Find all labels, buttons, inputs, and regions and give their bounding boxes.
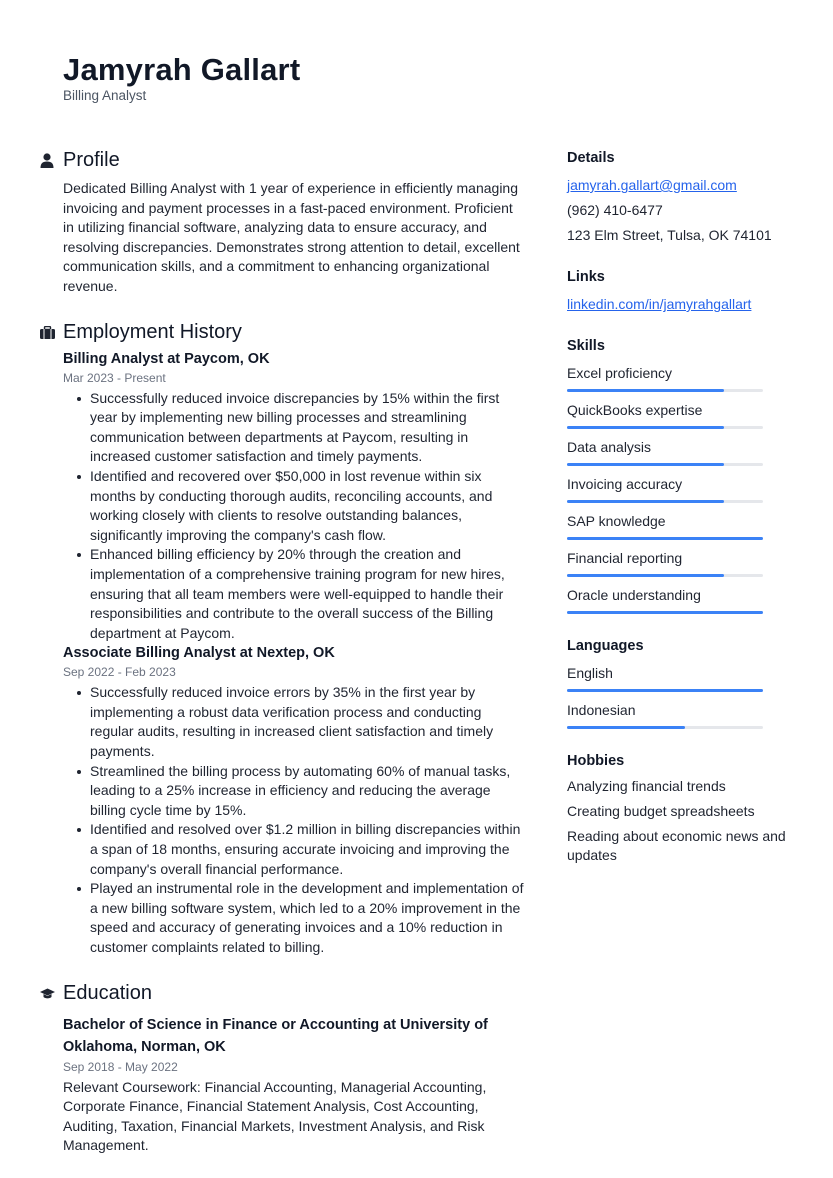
graduation-cap-icon	[40, 988, 63, 999]
education-entry	[40, 1014, 525, 1156]
level-bar-fill	[567, 726, 685, 729]
education-coursework: Relevant Coursework: Financial Accounting, Managerial Accounting, Corporate Finance, Financial Statement Analysis, Cost Accounting, Auditing, Taxation, Financial Markets, Investment Analysis, and Risk Management.	[63, 1078, 487, 1154]
education-section	[40, 980, 525, 1156]
skills-item	[567, 364, 797, 392]
phone-number: (962) 410-6477	[567, 202, 663, 218]
level-bar	[567, 426, 763, 429]
hobby-item: Analyzing financial trends	[567, 778, 726, 794]
level-bar	[567, 689, 763, 692]
item-label: SAP knowledge	[567, 513, 666, 529]
skills-list	[567, 364, 797, 614]
links-section	[567, 267, 797, 314]
hobbies-list	[567, 777, 797, 865]
item-label: English	[567, 665, 613, 681]
education-date: Sep 2018 - May 2022	[63, 1059, 178, 1074]
address: 123 Elm Street, Tulsa, OK 74101	[567, 227, 772, 243]
hobbies-heading: Hobbies	[567, 753, 625, 769]
hobby-item: Reading about economic news and updates	[567, 828, 786, 863]
languages-heading: Languages	[567, 638, 644, 654]
level-bar	[567, 611, 763, 614]
level-bar	[567, 537, 763, 540]
item-label: Excel proficiency	[567, 365, 673, 381]
education-title: Education	[63, 982, 152, 1005]
level-bar-fill	[567, 426, 724, 429]
employment-title: Employment History	[63, 321, 242, 344]
skills-heading: Skills	[567, 338, 605, 354]
job-bullet: Successfully reduced invoice errors by 35% in the first year by implementing a robust data verification process and conducting regular audits, resulting in increased client satisfaction and timely payments.	[90, 683, 525, 761]
skills-item	[567, 586, 797, 614]
level-bar-fill	[567, 389, 724, 392]
job-bullet: Enhanced billing efficiency by 20% through the creation and implementation of a comprehensive training program for new hires, ensuring that all team members were well-equipped to handle their responsibilities and contribute to the overall success of the Billing department at Paycom.	[90, 545, 525, 643]
job-entry	[40, 349, 525, 644]
skills-item	[567, 401, 797, 429]
languages-list	[567, 664, 797, 729]
languages-item	[567, 701, 797, 729]
skills-item	[567, 475, 797, 503]
level-bar	[567, 463, 763, 466]
email-link[interactable]: jamyrah.gallart@gmail.com	[567, 177, 737, 193]
level-bar-fill	[567, 611, 763, 614]
job-bullet: Identified and resolved over $1.2 million in billing discrepancies within a span of 18 months, ensuring accurate invoicing and improving the company's overall financial performance.	[90, 820, 525, 879]
profile-text: Dedicated Billing Analyst with 1 year of experience in efficiently managing invoicing and payment processes in a fast-paced environment. Proficient in utilizing financial software, analyzing data to ensure accuracy, and resolving discrepancies. Demonstrates strong attention to detail, excellent communication skills, and a commitment to enhancing organizational revenue.	[63, 180, 520, 294]
job-bullet: Played an instrumental role in the development and implementation of a new billing software system, which led to a 20% improvement in the speed and accuracy of generating invoices and a 10% reduction in customer complaints related to billing.	[90, 879, 525, 957]
skills-item	[567, 512, 797, 540]
jobs-list	[40, 349, 525, 958]
briefcase-icon	[40, 326, 63, 339]
job-date: Mar 2023 - Present	[63, 370, 166, 385]
level-bar	[567, 726, 763, 729]
education-degree: Bachelor of Science in Finance or Accounting at University of Oklahoma, Norman, OK	[63, 1016, 488, 1055]
languages-section	[567, 636, 797, 729]
item-label: Indonesian	[567, 702, 636, 718]
hobby-item: Creating budget spreadsheets	[567, 803, 755, 819]
job-bullet: Successfully reduced invoice discrepancies by 15% within the first year by implementing new billing processes and streamlining communication between departments at Paycom, resulting in increased customer satisfaction and timely payments.	[90, 389, 525, 467]
profile-title: Profile	[63, 148, 120, 171]
candidate-name: Jamyrah Gallart	[63, 52, 301, 87]
skills-section	[567, 336, 797, 614]
sidebar	[567, 148, 797, 865]
profile-section	[40, 146, 525, 297]
level-bar-fill	[567, 463, 724, 466]
item-label: Invoicing accuracy	[567, 476, 683, 492]
item-label: Data analysis	[567, 439, 652, 455]
skills-item	[567, 438, 797, 466]
level-bar	[567, 389, 763, 392]
job-bullet: Streamlined the billing process by automating 60% of manual tasks, leading to a 25% increase in efficiency and reducing the average billing cycle time by 15%.	[90, 762, 525, 821]
job-bullet: Identified and recovered over $50,000 in lost revenue within six months by conducting thorough audits, reconciling accounts, and working closely with clients to resolve outstanding balances, significantly improving the company's cash flow.	[90, 467, 525, 545]
languages-item	[567, 664, 797, 692]
level-bar	[567, 500, 763, 503]
linkedin-link[interactable]: linkedin.com/in/jamyrahgallart	[567, 296, 752, 312]
links-heading: Links	[567, 269, 605, 285]
person-icon	[40, 153, 63, 168]
details-section	[567, 148, 797, 245]
job-entry	[40, 643, 525, 957]
details-heading: Details	[567, 150, 615, 166]
profile-heading	[40, 146, 525, 174]
level-bar-fill	[567, 689, 763, 692]
candidate-title: Billing Analyst	[63, 88, 147, 103]
hobbies-section	[567, 751, 797, 865]
level-bar	[567, 574, 763, 577]
level-bar-fill	[567, 537, 763, 540]
level-bar-fill	[567, 574, 724, 577]
job-title: Associate Billing Analyst at Nextep, OK	[63, 645, 335, 662]
job-bullets	[40, 683, 525, 957]
item-label: Oracle understanding	[567, 587, 701, 603]
employment-section	[40, 319, 525, 958]
job-title: Billing Analyst at Paycom, OK	[63, 350, 270, 367]
main-column	[40, 146, 525, 1156]
employment-heading	[40, 319, 525, 347]
job-bullets	[40, 389, 525, 644]
job-date: Sep 2022 - Feb 2023	[63, 665, 176, 680]
skills-item	[567, 549, 797, 577]
level-bar-fill	[567, 500, 724, 503]
item-label: Financial reporting	[567, 550, 683, 566]
item-label: QuickBooks expertise	[567, 402, 703, 418]
education-heading	[40, 980, 525, 1008]
